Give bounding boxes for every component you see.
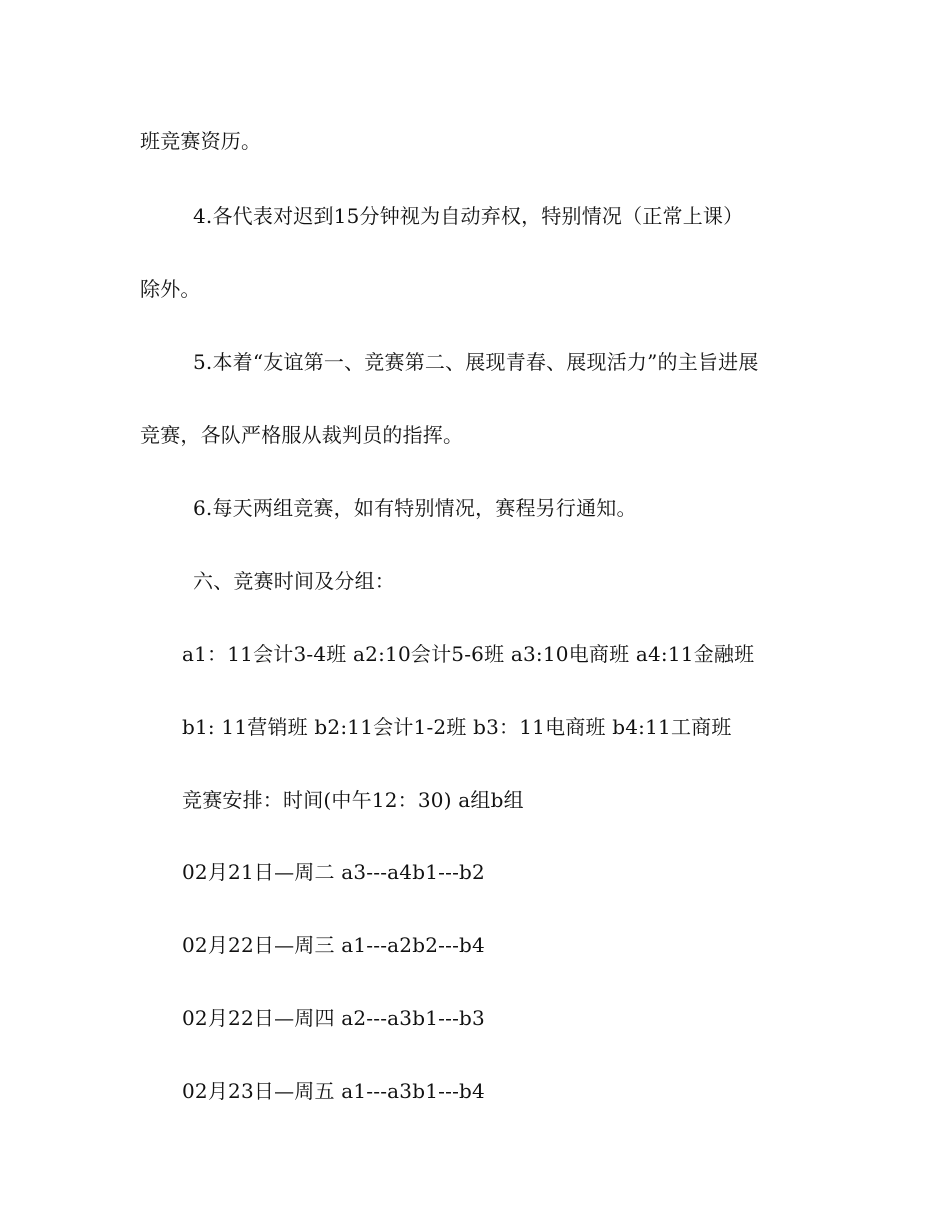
rule-item-5-continuation: 竞赛，各队严格服从裁判员的指挥。 bbox=[140, 423, 464, 447]
schedule-row: 02月22日—周四 a2---a3b1---b3 bbox=[182, 1006, 485, 1030]
schedule-row: 02月23日—周五 a1---a3b1---b4 bbox=[182, 1079, 485, 1103]
paragraph-line-continuation: 班竞赛资历。 bbox=[140, 129, 262, 153]
rule-item-4-continuation: 除外。 bbox=[140, 277, 201, 301]
schedule-row: 02月22日—周三 a1---a2b2---b4 bbox=[182, 933, 485, 957]
rule-item-4: 4.各代表对迟到15分钟视为自动弃权，特别情况（正常上课） bbox=[193, 204, 744, 228]
schedule-row: 02月21日—周二 a3---a4b1---b2 bbox=[182, 860, 485, 884]
section-heading-schedule: 六、竞赛时间及分组： bbox=[193, 569, 395, 593]
rule-item-5: 5.本着“友谊第一、竞赛第二、展现青春、展现活力”的主旨进展 bbox=[193, 350, 759, 374]
group-a-list: a1：11会计3-4班 a2:10会计5-6班 a3:10电商班 a4:11金融班 bbox=[182, 642, 755, 666]
rule-item-6: 6.每天两组竞赛，如有特别情况，赛程另行通知。 bbox=[193, 496, 637, 520]
group-b-list: b1: 11营销班 b2:11会计1-2班 b3：11电商班 b4:11工商班 bbox=[182, 715, 732, 739]
schedule-header: 竞赛安排：时间(中午12：30) a组b组 bbox=[182, 788, 524, 812]
